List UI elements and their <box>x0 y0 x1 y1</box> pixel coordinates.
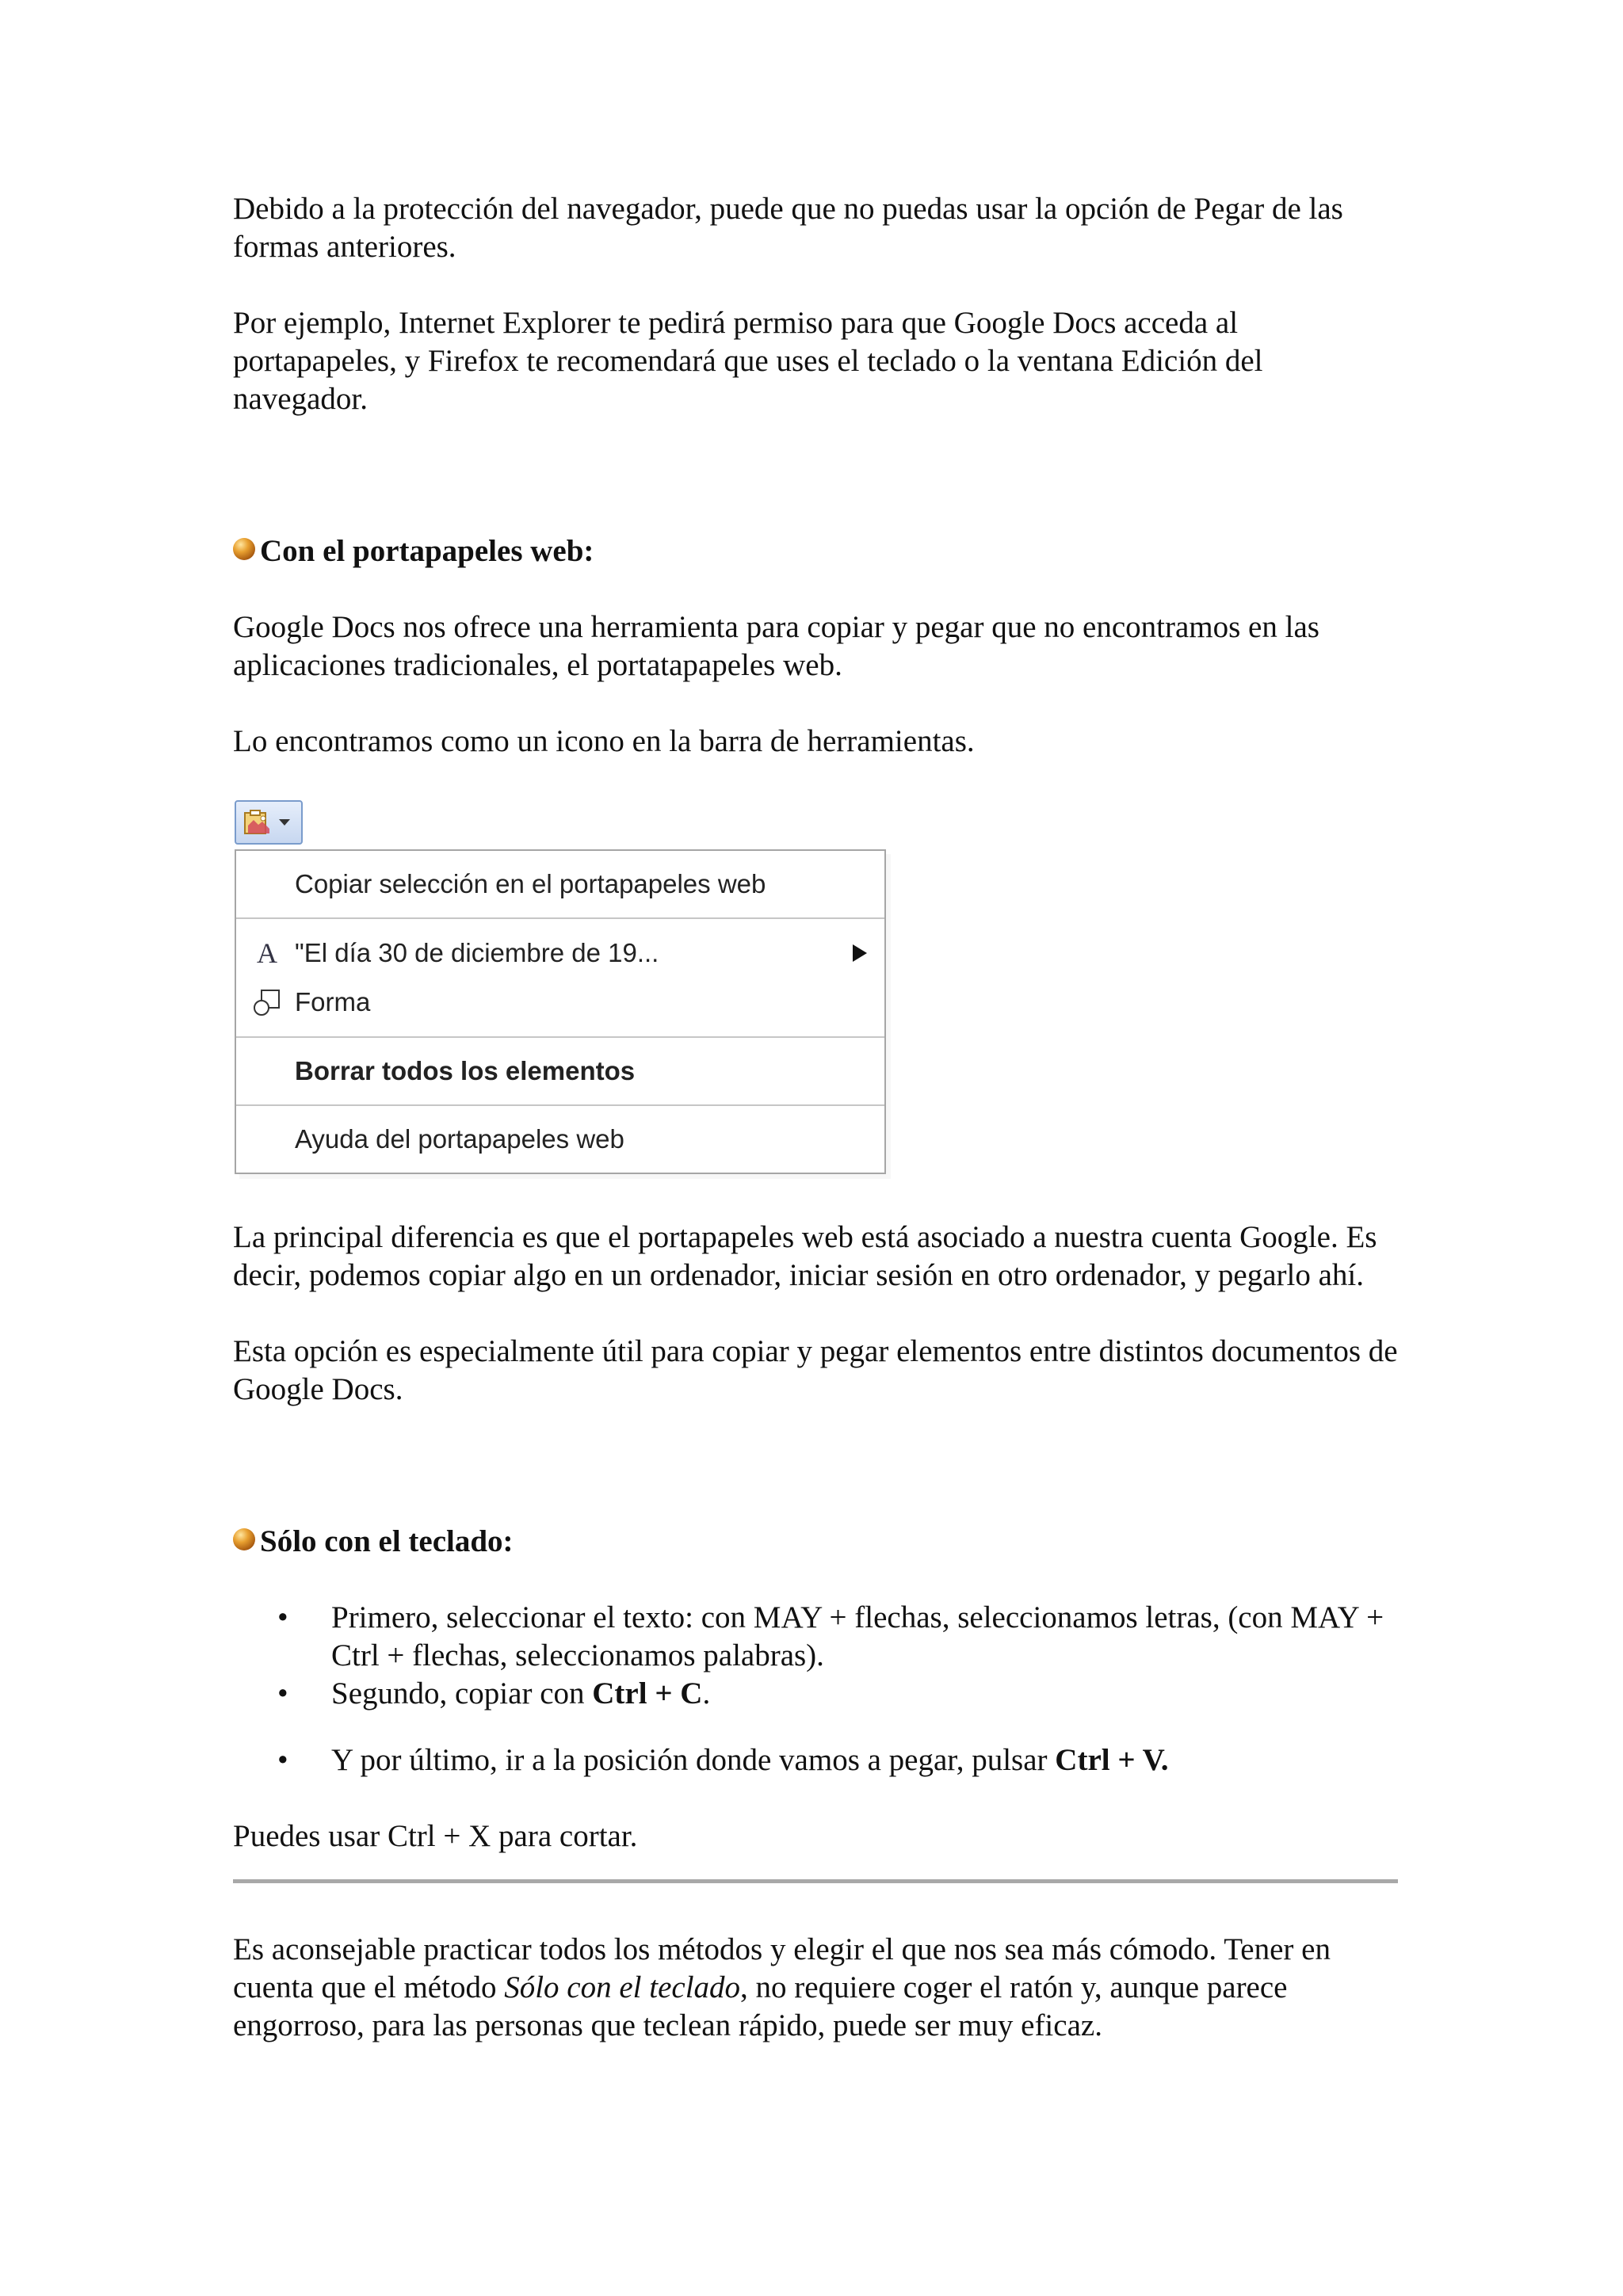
conclusion-paragraph <box>233 1931 1398 2045</box>
section-heading-keyboard-text: Sólo con el teclado: <box>260 1524 514 1558</box>
menu-item-copy-selection[interactable] <box>236 851 884 917</box>
section-heading-keyboard <box>233 1523 1398 1561</box>
web-clipboard-paragraph-2: Lo encontramos como un icono en la barra de herramientas. <box>233 724 975 758</box>
intro-paragraph-1: Debido a la protección del navegador, puede que no puedas usar la opción de Pegar de las formas anteriores. <box>233 192 1343 264</box>
web-clipboard-paragraph-1: Google Docs nos ofrece una herramienta para copiar y pegar que no encontramos en las aplicaciones tradicionales, el portatapapeles web. <box>233 610 1319 682</box>
text-a-icon: A <box>257 937 277 969</box>
menu-item-clear-all[interactable] <box>236 1038 884 1104</box>
list-item <box>233 1675 1398 1713</box>
orange-ball-icon <box>233 538 255 560</box>
document-page <box>233 190 1398 2083</box>
shortcut-copy: Ctrl + C <box>592 1676 703 1711</box>
web-clipboard-menu <box>235 849 886 1174</box>
menu-item-clip-text-label: "El día 30 de diciembre de 19... <box>295 938 659 967</box>
section-heading-web-clipboard-text: Con el portapapeles web: <box>260 534 594 568</box>
menu-item-clear-all-label: Borrar todos los elementos <box>295 1056 636 1085</box>
shortcut-paste: Ctrl + V. <box>1055 1743 1169 1777</box>
submenu-arrow-icon <box>853 944 867 962</box>
menu-item-help[interactable] <box>236 1106 884 1173</box>
clipboard-icon <box>242 810 273 835</box>
section-heading-web-clipboard <box>233 532 1398 570</box>
web-clipboard-paragraph-4: Esta opción es especialmente útil para copiar y pegar elementos entre distintos documentos de Google Docs. <box>233 1334 1398 1406</box>
menu-item-copy-selection-label: Copiar selección en el portapapeles web <box>295 869 766 898</box>
list-item-text: Y por último, ir a la posición donde vamos a pegar, pulsar <box>331 1743 1056 1777</box>
menu-separator <box>236 917 884 919</box>
keyboard-paragraph-cut: Puedes usar Ctrl + X para cortar. <box>233 1819 638 1853</box>
orange-ball-icon <box>233 1528 255 1550</box>
list-item-text-end: . <box>702 1676 711 1711</box>
horizontal-divider <box>233 1879 1398 1883</box>
intro-paragraph-2: Por ejemplo, Internet Explorer te pedirá permiso para que Google Docs acceda al portapapeles, y Firefox te recomendará que uses el teclado o la ventana Edición del navegador. <box>233 306 1263 416</box>
list-item-text: Primero, seleccionar el texto: con MAY + flechas, seleccionamos letras, (con MAY + Ctrl + flechas, seleccionamos palabras). <box>331 1600 1384 1672</box>
conclusion-text: Es aconsejable practicar todos los métodos y elegir el que nos sea más cómodo. Tener en cuenta que el método <box>233 1932 1331 2004</box>
menu-item-clip-shape-label: Forma <box>295 987 371 1016</box>
conclusion-italic: Sólo con el teclado <box>504 1970 741 2004</box>
web-clipboard-paragraph-3: La principal diferencia es que el portapapeles web está asociado a nuestra cuenta Google. Es decir, podemos copiar algo en un ordenador, iniciar sesión en otro ordenador, y pegarlo ahí. <box>233 1220 1377 1292</box>
web-clipboard-toolbar-button[interactable] <box>235 800 303 845</box>
menu-item-clip-shape[interactable] <box>236 978 884 1027</box>
shape-icon <box>252 987 282 1017</box>
list-item <box>233 1741 1398 1779</box>
list-item-text: Segundo, copiar con <box>331 1676 593 1711</box>
chevron-down-icon <box>279 819 290 826</box>
conclusion-text-end: , no requiere coger el ratón y, aunque parece engorroso, para las personas que teclean rápido, puede ser muy eficaz. <box>233 1970 1288 2042</box>
list-item <box>233 1599 1398 1675</box>
menu-item-clip-text[interactable] <box>236 929 884 978</box>
menu-item-help-label: Ayuda del portapapeles web <box>295 1124 624 1154</box>
keyboard-steps-list <box>233 1599 1398 1779</box>
